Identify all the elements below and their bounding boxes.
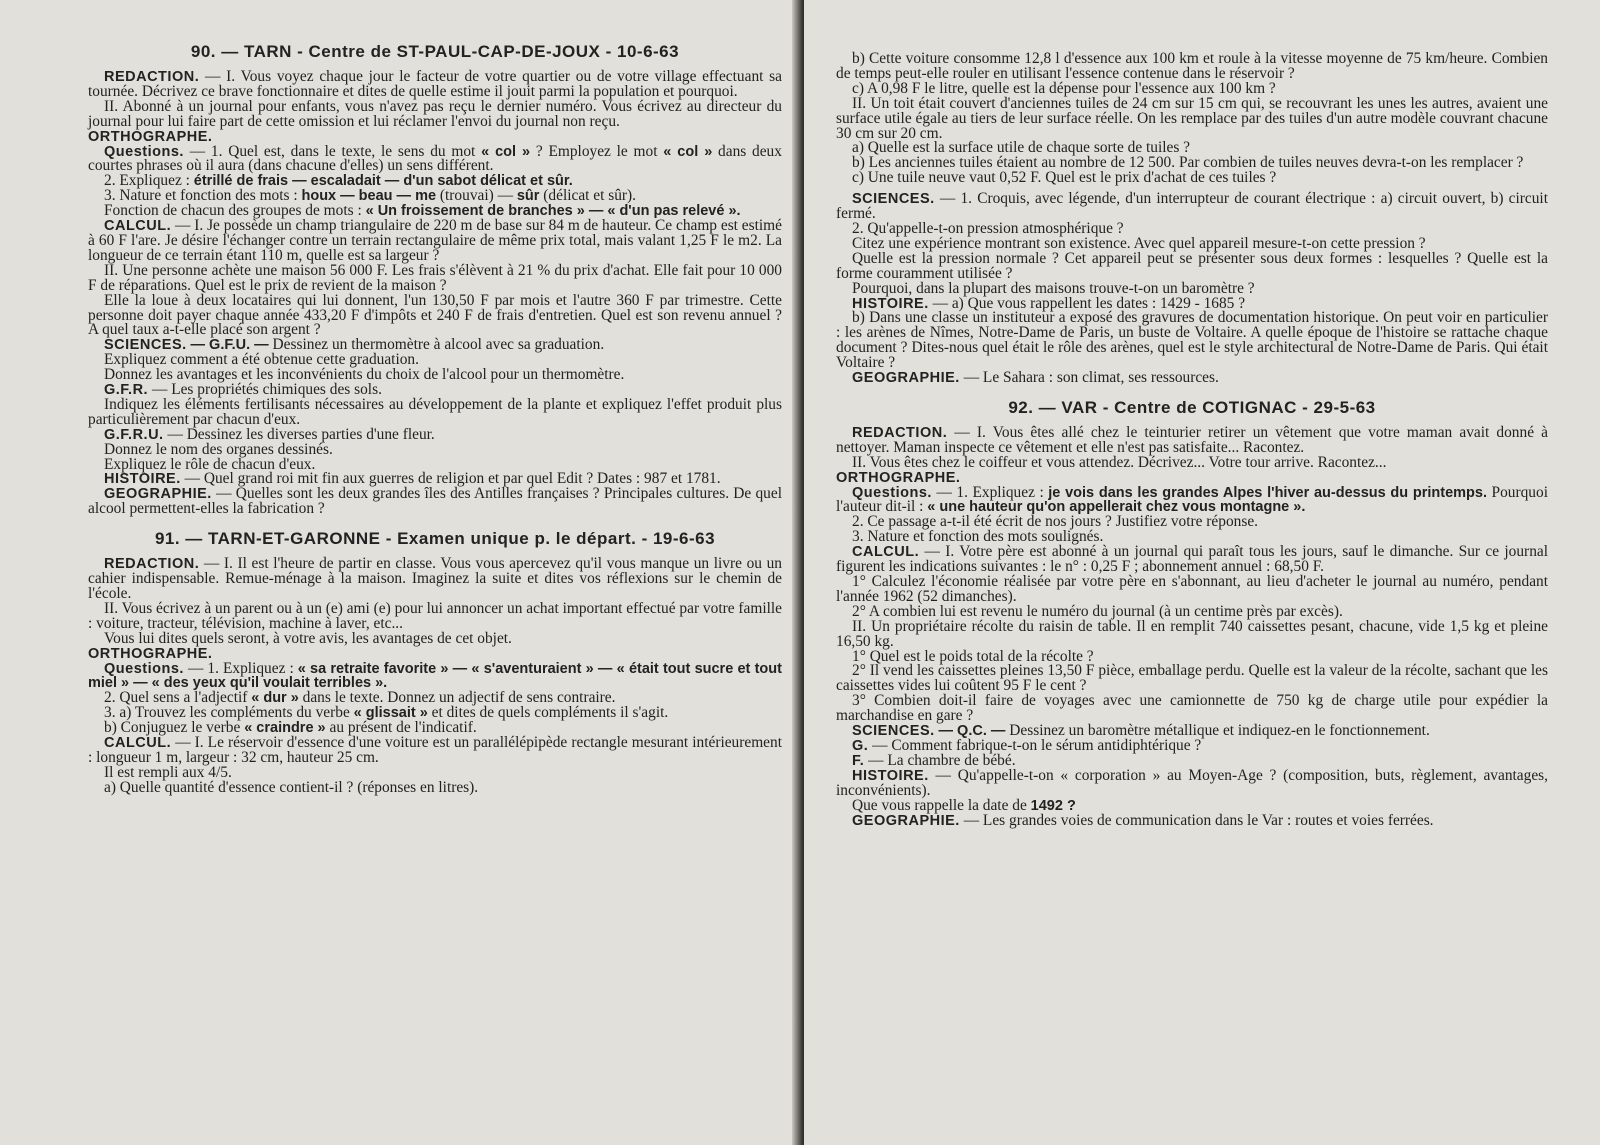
questions-91-3: 3. a) Trouvez les compléments du verbe « glissait » et dites de quels compléments il s'agit. bbox=[104, 704, 669, 722]
sciences-91-5: Pourquoi, dans la plupart des maisons trouve-t-on un baromètre ? bbox=[852, 279, 1255, 297]
calcul-91-b: b) Cette voiture consomme 12,8 l d'essence aux 100 km et roule à la vitesse moyenne de 75 km/heure. Combien de temps peut-elle rouler en utilisant l'essence contenue dans le réservoir ? bbox=[836, 50, 1548, 82]
redaction-90-2: II. Abonné à un journal pour enfants, vous n'avez pas reçu le dernier numéro. Vous écrivez au directeur du journal pour lui faire part de cette omission et lui réclamer l'envoi du journal non reçu. bbox=[88, 97, 782, 130]
calcul-91-3: a) Quelle quantité d'essence contient-il ? (réponses en litres). bbox=[104, 778, 479, 796]
redaction-92-2: II. Vous êtes chez le coiffeur et vous attendez. Décrivez... Votre tour arrive. Racontez... bbox=[852, 453, 1387, 471]
sciences-92-g: G. — Comment fabrique-t-on le sérum antidiphtérique ? bbox=[852, 736, 1202, 754]
sciences-90-3: Donnez les avantages et les inconvénients du choix de l'alcool pour un thermomètre. bbox=[104, 366, 625, 384]
orthographe-92-heading: ORTHOGRAPHE. bbox=[836, 469, 961, 486]
calcul-92-3: 2° A combien lui est revenu le numéro du journal (à un centime près par excès). bbox=[852, 602, 1343, 620]
sciences-90-1: SCIENCES. — G.F.U. — Dessinez un thermomètre à alcool avec sa graduation. bbox=[104, 336, 605, 354]
calcul-91-ii-c: c) Une tuile neuve vaut 0,52 F. Quel est le prix d'achat de ces tuiles ? bbox=[852, 169, 1277, 187]
questions-90-1: Questions. — 1. Quel est, dans le texte, le sens du mot « col » ? Employez le mot « col » dans deux courtes phrases où il aura (dans chacune d'elles) un sens différent. bbox=[88, 142, 782, 175]
histoire-92-2: Que vous rappelle la date de 1492 ? bbox=[852, 796, 1076, 814]
histoire-90: HISTOIRE. — Quel grand roi mit fin aux guerres de religion et par quel Edit ? Dates : 987 et 1781. bbox=[104, 470, 721, 488]
redaction-91-3: Vous lui dites quels seront, à votre avis, les avantages de cet objet. bbox=[104, 629, 512, 647]
questions-92-2: 2. Ce passage a-t-il été écrit de nos jours ? Justifiez votre réponse. bbox=[852, 513, 1259, 531]
redaction-90-1: REDACTION. — I. Vous voyez chaque jour le facteur de votre quartier ou de votre village effectuant sa tournée. Décrivez ce brave fonctionnaire et dites de quelle estime il jouit parmi la population et pourquoi. bbox=[88, 68, 782, 100]
questions-92-1: Questions. — 1. Expliquez : je vois dans les grandes Alpes l'hiver au-dessus du printemps. Pourquoi l'auteur dit-il : « une hauteur qu'on appellerait chez vous montagne ». bbox=[836, 483, 1548, 516]
gfr-90-1: G.F.R. — Les propriétés chimiques des sols. bbox=[104, 381, 382, 399]
geographie-92: GEOGRAPHIE. — Les grandes voies de communication dans le Var : routes et voies ferrées. bbox=[852, 811, 1434, 829]
questions-91-2: 2. Quel sens a l'adjectif « dur » dans le texte. Donnez un adjectif de sens contraire. bbox=[104, 689, 616, 707]
calcul-90-3: Elle la loue à deux locataires qui lui donnent, l'un 130,50 F par mois et l'autre 360 F par trimestre. Cette personne doit payer chaque année 433,20 F d'impôts et 240 F de frais d'entretien. Quel est son revenu annuel ? A quel taux a-t-elle placé son argent ? bbox=[88, 291, 782, 339]
calcul-91-1: CALCUL. — I. Le réservoir d'essence d'une voiture est un parallélépipède rectangle mesurant intérieurement : longueur 1 m, largeur : 32 cm, hauteur 25 cm. bbox=[88, 734, 782, 766]
sciences-91-1: SCIENCES. — 1. Croquis, avec légende, d'un interrupteur de courant électrique : a) circuit ouvert, b) circuit fermé. bbox=[836, 190, 1548, 223]
histoire-91-b: b) Dans une classe un instituteur a exposé des gravures de documentation historique. On peut voir en particulier : les arènes de Nîmes, Notre-Dame de Paris, un buste de Voltaire. A quelle époque de l'histoire se rattache chaque document ? Dites-nous quel était le rôle des arènes, quel est le style architectural de Notre-Dame de Paris. Qui était Voltaire ? bbox=[836, 309, 1548, 372]
right-page bbox=[804, 0, 1600, 1145]
gfru-90-1: G.F.R.U. — Dessinez les diverses parties d'une fleur. bbox=[104, 425, 435, 443]
questions-90-4: Fonction de chacun des groupes de mots : « Un froissement de branches » — « d'un pas relevé ». bbox=[104, 202, 741, 220]
calcul-91-ii-b: b) Les anciennes tuiles étaient au nombre de 12 500. Par combien de tuiles neuves devra-t-on les remplacer ? bbox=[852, 154, 1524, 172]
exam-92-heading: 92. — VAR - Centre de COTIGNAC - 29-5-63 bbox=[1008, 397, 1376, 417]
calcul-92-6: 2° Il vend les caissettes pleines 13,50 F pièce, emballage perdu. Quelle est la valeur de la récolte, sachant que les caissettes vides lui coûtent 95 F le cent ? bbox=[836, 662, 1548, 695]
calcul-92-7: 3° Combien doit-il faire de voyages avec une camionnette de 750 kg de charge utile pour expédier la marchandise en gare ? bbox=[836, 692, 1548, 725]
gfr-90-2: Indiquez les éléments fertilisants nécessaires au développement de la plante et expliquez l'effet produit plus particulièrement par chacun d'eux. bbox=[88, 395, 782, 428]
gfru-90-3: Expliquez le rôle de chacun d'eux. bbox=[104, 455, 316, 473]
questions-90-3: 3. Nature et fonction des mots : houx — beau — me (trouvai) — sûr (délicat et sûr). bbox=[104, 187, 637, 205]
sciences-90-2: Expliquez comment a été obtenue cette graduation. bbox=[104, 351, 419, 369]
geographie-90: GEOGRAPHIE. — Quelles sont les deux grandes îles des Antilles françaises ? Principales cultures. De quel alcool permettent-elles la fabrication ? bbox=[88, 485, 782, 518]
histoire-92-1: HISTOIRE. — Qu'appelle-t-on « corporation » au Moyen-Age ? (composition, buts, règlement, avantages, inconvénients). bbox=[836, 766, 1548, 799]
sciences-91-4: Quelle est la pression normale ? Cet appareil peut se présenter sous deux formes : lesquelles ? Quelle est la forme couramment utilisée ? bbox=[836, 249, 1548, 282]
redaction-91-2: II. Vous écrivez à un parent ou à un (e) ami (e) pour lui annoncer un achat important effectué par votre famille : voiture, tracteur, télévision, machine à laver, etc... bbox=[88, 599, 782, 632]
questions-91-1: Questions. — 1. Expliquez : « sa retraite favorite » — « s'aventuraient » — « était tout sucre et tout miel » — « des yeux qu'il voulait terribles ». bbox=[88, 659, 782, 692]
calcul-91-ii-a: a) Quelle est la surface utile de chaque sorte de tuiles ? bbox=[852, 139, 1191, 157]
orthographe-91-heading: ORTHOGRAPHE. bbox=[88, 645, 213, 662]
sciences-91-3: Citez une expérience montrant son existence. Avec quel appareil mesure-t-on cette pression ? bbox=[852, 234, 1426, 252]
questions-91-3b: b) Conjuguez le verbe « craindre » au présent de l'indicatif. bbox=[104, 719, 477, 737]
questions-90-2: 2. Expliquez : étrillé de frais — escaladait — d'un sabot délicat et sûr. bbox=[104, 172, 573, 190]
questions-92-3: 3. Nature et fonction des mots soulignés. bbox=[852, 528, 1104, 546]
exam-90-heading: 90. — TARN - Centre de ST-PAUL-CAP-DE-JOUX - 10-6-63 bbox=[190, 42, 680, 61]
calcul-90-1: CALCUL. — I. Je possède un champ triangulaire de 220 m de base sur 84 m de hauteur. Ce champ est estimé à 60 F l'are. Je désire l'échanger contre un terrain rectangulaire de même prix total, mais valant 1,25 F le m2. La longueur de ce terrain étant 110 m, quelle est sa largeur ? bbox=[88, 217, 782, 264]
gfru-90-2: Donnez le nom des organes dessinés. bbox=[104, 440, 333, 458]
sciences-92-f: F. — La chambre de bébé. bbox=[852, 751, 1016, 769]
calcul-91-ii: II. Un toit était couvert d'anciennes tuiles de 24 cm sur 15 cm qui, se recouvrant les unes les autres, avaient une surface utile égale au tiers de leur surface réelle. On les remplace par des tuiles d'un autre modèle couvrant chacune 30 cm sur 20 cm. bbox=[836, 94, 1548, 142]
calcul-91-c: c) A 0,98 F le litre, quelle est la dépense pour l'essence aux 100 km ? bbox=[852, 79, 1276, 97]
exam-91-heading: 91. — TARN-ET-GARONNE - Examen unique p. le départ. - 19-6-63 bbox=[154, 529, 716, 549]
geographie-91: GEOGRAPHIE. — Le Sahara : son climat, ses ressources. bbox=[852, 369, 1219, 387]
calcul-92-1: CALCUL. — I. Votre père est abonné à un journal qui paraît tous les jours, sauf le dimanche. Sur ce journal figurent les indications suivantes : le n° : 0,25 F ; abonnement annuel : 68,50 F. bbox=[836, 543, 1548, 576]
sciences-92-1: SCIENCES. — Q.C. — Dessinez un baromètre métallique et indiquez-en le fonctionnement. bbox=[852, 722, 1430, 740]
redaction-91-1: REDACTION. — I. Il est l'heure de partir en classe. Vous vous apercevez qu'il vous manque un livre ou un cahier indispensable. Remue-ménage à la maison. Imaginez la suite et dites vos réflexions sur le chemin de l'école. bbox=[88, 555, 782, 602]
calcul-92-2: 1° Calculez l'économie réalisée par votre père en s'abonnant, au lieu d'acheter le journal au numéro, pendant l'année 1962 (52 dimanches). bbox=[836, 573, 1548, 605]
histoire-91-a: HISTOIRE. — a) Que vous rappellent les dates : 1429 - 1685 ? bbox=[852, 294, 1246, 312]
sciences-91-2: 2. Qu'appelle-t-on pression atmosphérique ? bbox=[852, 219, 1124, 237]
calcul-90-2: II. Une personne achète une maison 56 000 F. Les frais s'élèvent à 21 % du prix d'achat. Elle fait pour 10 000 F de réparations. Quel est le prix de revient de la maison ? bbox=[88, 261, 782, 294]
redaction-92-1: REDACTION. — I. Vous êtes allé chez le teinturier retirer un vêtement que votre maman avait donné à nettoyer. Maman inspecte ce vêtement et elle n'est pas satisfaite... Racontez. bbox=[836, 423, 1548, 456]
calcul-92-4: II. Un propriétaire récolte du raisin de table. Il en remplit 740 caissettes pesant, chacune, vide 1,5 kg et pleine 16,50 kg. bbox=[836, 617, 1548, 650]
calcul-92-5: 1° Quel est le poids total de la récolte ? bbox=[852, 647, 1094, 665]
orthographe-90-heading: ORTHOGRAPHE. bbox=[88, 128, 213, 145]
calcul-91-2: Il est rempli aux 4/5. bbox=[104, 763, 232, 781]
